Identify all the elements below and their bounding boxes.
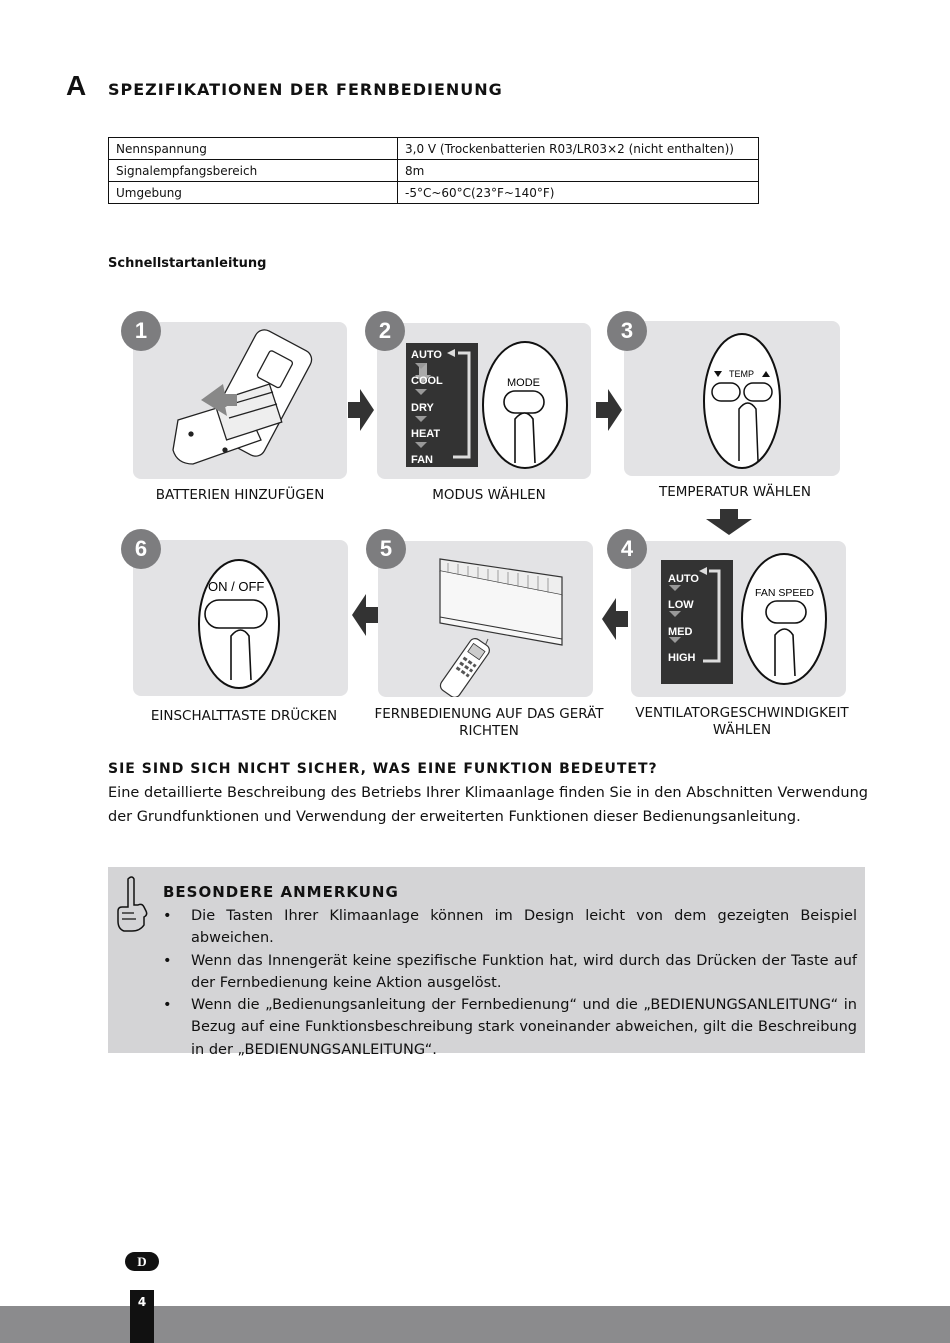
step-caption: EINSCHALTTASTE DRÜCKEN (150, 708, 338, 724)
mode-list-item: COOL (411, 375, 443, 387)
step-badge: 1 (121, 311, 161, 351)
spec-key: Umgebung (109, 182, 398, 204)
fan-list-item: HIGH (668, 652, 696, 664)
step-4-panel (631, 541, 846, 697)
mode-button-label: MODE (507, 377, 540, 389)
onoff-illustration (133, 540, 348, 696)
arrow-right-icon (594, 387, 624, 433)
fan-list-item: AUTO (668, 573, 699, 585)
question-body: Eine detaillierte Beschreibung des Betriebs Ihrer Klimaanlage finden Sie in den Abschnitten Verwendung der Grundfunktionen und Verwendung der erweiterten Funktionen dieser Bedienungsanleitung. (108, 785, 868, 825)
spec-value: -5°C~60°C(23°F~140°F) (398, 182, 759, 204)
note-list (163, 905, 857, 1061)
fan-speed-illustration (631, 541, 846, 697)
arrow-left-icon (350, 592, 380, 638)
onoff-button-label: ON / OFF (208, 579, 265, 594)
temp-button-label: TEMP (729, 369, 755, 379)
fan-list-item: LOW (668, 599, 694, 611)
mode-list-item: AUTO (411, 349, 442, 361)
table-row (109, 138, 759, 160)
step-5-panel (378, 541, 593, 697)
battery-remote-illustration (133, 322, 347, 479)
note-title: BESONDERE ANMERKUNG (163, 883, 399, 901)
language-badge: D (125, 1252, 159, 1271)
temp-illustration (624, 321, 840, 476)
step-6-panel (133, 540, 348, 696)
spec-value: 8m (398, 160, 759, 182)
mode-list-item: DRY (411, 402, 434, 414)
mode-illustration (377, 323, 591, 479)
table-row (109, 160, 759, 182)
arrow-down-icon (704, 507, 754, 537)
page-number: 4 (130, 1290, 154, 1343)
step-1-panel (133, 322, 347, 479)
mode-list-item: HEAT (411, 428, 441, 440)
list-item: • Die Tasten Ihrer Klimaanlage können im Design leicht von dem gezeigten Beispiel abweichen. (163, 905, 857, 950)
table-row (109, 182, 759, 204)
pointing-hand-icon (114, 875, 150, 933)
step-caption: BATTERIEN HINZUFÜGEN (155, 487, 325, 503)
spec-key: Signalempfangsbereich (109, 160, 398, 182)
step-2-panel (377, 323, 591, 479)
spec-key: Nennspannung (109, 138, 398, 160)
fan-list-item: MED (668, 626, 693, 638)
step-caption: VENTILATORGESCHWINDIGKEIT WÄHLEN (635, 705, 849, 738)
list-item: • Wenn die „Bedienungsanleitung der Fernbedienung“ und die „BEDIENUNGSANLEITUNG“ in Bezug auf eine Funktionsbeschreibung stark voneinander abweichen, gilt die Beschreibung in der „BEDIENUNGSANLEITUNG“. (163, 994, 857, 1061)
step-badge: 2 (365, 311, 405, 351)
point-remote-illustration (378, 541, 593, 697)
special-note-box (108, 867, 865, 1058)
arrow-left-icon (600, 596, 630, 642)
arrow-right-icon (346, 387, 376, 433)
step-badge: 4 (607, 529, 647, 569)
step-caption: FERNBEDIENUNG AUF DAS GERÄT RICHTEN (374, 706, 604, 739)
question-title: SIE SIND SICH NICHT SICHER, WAS EINE FUNKTION BEDEUTET? (108, 761, 658, 777)
spec-value: 3,0 V (Trockenbatterien R03/LR03×2 (nicht enthalten)) (398, 138, 759, 160)
step-badge: 3 (607, 311, 647, 351)
mode-list-item: FAN (411, 454, 433, 466)
section-letter: A (66, 70, 87, 101)
step-caption: TEMPERATUR WÄHLEN (658, 484, 812, 500)
step-3-panel (624, 321, 840, 476)
step-badge: 6 (121, 529, 161, 569)
section-title: SPEZIFIKATIONEN DER FERNBEDIENUNG (108, 80, 503, 99)
list-item: • Wenn das Innengerät keine spezifische Funktion hat, wird durch das Drücken der Taste auf der Fernbedienung keine Aktion ausgelöst. (163, 950, 857, 995)
step-badge: 5 (366, 529, 406, 569)
quickstart-title: Schnellstartanleitung (108, 256, 267, 271)
spec-table (108, 137, 759, 204)
fan-speed-button-label: FAN SPEED (755, 587, 814, 599)
step-caption: MODUS WÄHLEN (432, 487, 546, 503)
